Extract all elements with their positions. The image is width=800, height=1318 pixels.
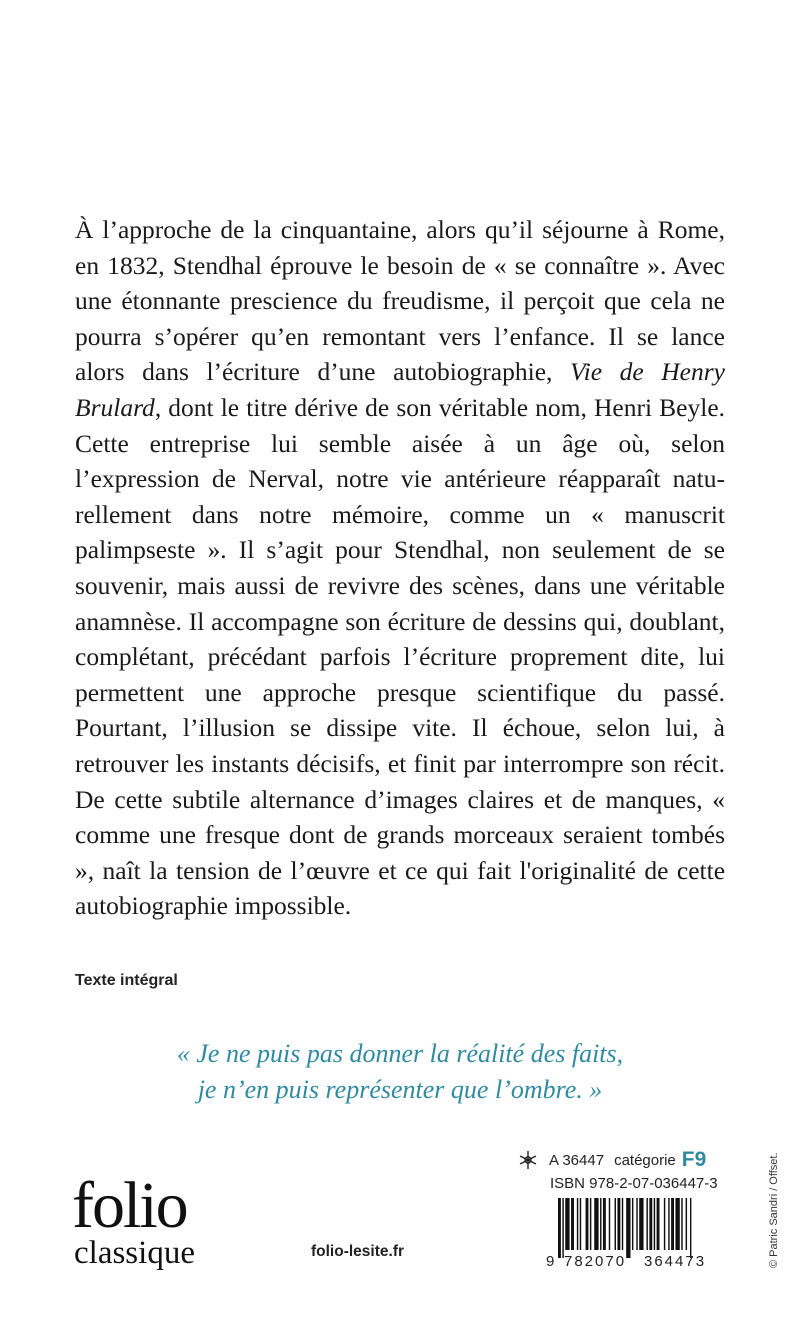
barcode-icon: [546, 1198, 726, 1268]
barcode-bar: [586, 1198, 589, 1250]
quote-line-2: je n’en puis représenter que l’ombre. »: [197, 1075, 603, 1104]
blurb-line: palimpseste ». Il s’agit pour Stendhal, non seulement de se: [75, 535, 725, 565]
barcode-bar: [654, 1198, 655, 1250]
logo-folio: folio: [72, 1169, 187, 1242]
barcode-bar: [565, 1198, 569, 1250]
barcode-bar: [622, 1198, 623, 1250]
blurb-line: doublant, complétant, précédant parfois l’écriture proprement: [75, 606, 726, 672]
barcode-bar: [657, 1198, 660, 1250]
barcode-bar: [577, 1198, 578, 1250]
isbn: ISBN 978-2-07-036447-3: [550, 1175, 718, 1192]
barcode-bar: [681, 1198, 682, 1250]
blurb-line: anamnèse. Il accompagne son écriture de dessins qui,: [75, 606, 623, 636]
barcode-bar: [626, 1198, 630, 1258]
texte-integral-label: Texte intégral: [75, 972, 178, 989]
category-code: F9: [681, 1148, 707, 1171]
blurb-line: manques, « comme une fresque dont de grands morceaux: [75, 784, 725, 850]
quote-line-1: « Je ne puis pas donner la réalité des faits,: [176, 1039, 624, 1068]
barcode-bar: [580, 1198, 581, 1250]
barcode-bar: [600, 1198, 601, 1250]
barcode-bar: [664, 1198, 665, 1250]
blurb-line: dite, lui permettent une approche presque scientifique du: [75, 642, 725, 707]
blurb-line: seraient tombés », naît la tension de l’œuvre et ce qui fait: [75, 820, 726, 885]
blurb-line: une étonnante prescience du freudisme, il perçoit que cela: [75, 286, 692, 316]
back-cover-blurb: [75, 212, 725, 924]
category-label: catégorie: [614, 1151, 676, 1169]
barcode-bar: [558, 1198, 561, 1258]
pull-quote: [75, 1036, 725, 1108]
logo-classique: classique: [74, 1235, 195, 1271]
blurb-line: , dont le titre dérive de son véritable nom, Henri: [154, 392, 653, 422]
barcode-bar: [562, 1198, 563, 1258]
blurb-line: à retrouver les instants décisifs, et finit par interrompre son: [75, 713, 725, 778]
barcode-bar: [609, 1198, 610, 1250]
blurb-line: ne pourra s’opérer qu’en remontant vers l’enfance. Il se lance: [75, 286, 725, 351]
barcode-bar: [686, 1198, 687, 1250]
blurb-line: souvenir, mais aussi de revivre des scènes, dans une véritable: [75, 570, 725, 600]
barcode-bar: [590, 1198, 591, 1250]
barcode-bar: [615, 1198, 616, 1250]
barcode-bar: [649, 1198, 652, 1250]
barcode-digits-left: 782070: [564, 1253, 627, 1268]
book-title-italic: Brulard: [75, 392, 155, 422]
blurb-line: passé. Pourtant, l’illusion se dissipe vite. Il échoue, selon lui,: [75, 677, 725, 743]
barcode-bar: [668, 1198, 669, 1250]
barcode-bar: [690, 1198, 691, 1258]
catalog-info: [517, 1147, 718, 1192]
barcode-digit-lead: 9: [546, 1253, 555, 1268]
barcode-bar: [594, 1198, 598, 1250]
catalog-code: A 36447: [549, 1151, 605, 1169]
photo-credit: © Patric Sandri / Offset.: [768, 1152, 780, 1268]
gallimard-mark-icon: [517, 1149, 539, 1171]
barcode-bar: [671, 1198, 674, 1250]
barcode-bar: [632, 1198, 633, 1250]
website-url: folio-lesite.fr: [311, 1243, 405, 1260]
barcode-bar: [603, 1198, 606, 1250]
folio-classique-logo: [72, 1169, 195, 1272]
barcode-bar: [646, 1198, 647, 1250]
blurb-line: Beyle. Cette entreprise lui semble aisée à un âge où, selon: [75, 392, 726, 458]
barcode-bar: [639, 1198, 643, 1250]
barcode-bar: [675, 1198, 679, 1250]
blurb-line: l’expression de Nerval, notre vie antérieure réapparaît natu-: [75, 464, 725, 494]
barcode-bar: [571, 1198, 574, 1250]
barcode-bar: [636, 1198, 637, 1250]
barcode-digits-right: 364473: [644, 1253, 707, 1268]
blurb-line: récit. De cette subtile alternance d’images claires et de: [75, 748, 725, 814]
book-title-italic: Vie de Henry: [569, 357, 725, 387]
blurb-line: À l’approche de la cinquantaine, alors qu’il séjourne à Rome,: [75, 215, 725, 244]
barcode-bar: [617, 1198, 620, 1250]
blurb-line: alors dans l’écriture d’une autobiographie,: [75, 357, 570, 387]
blurb-line: en 1832, Stendhal éprouve le besoin de « se connaître ». Avec: [75, 250, 725, 280]
blurb-line: l'originalité de cette autobiographie impossible.: [75, 855, 726, 921]
blurb-line: rellement dans notre mémoire, comme un « manuscrit: [75, 499, 725, 529]
